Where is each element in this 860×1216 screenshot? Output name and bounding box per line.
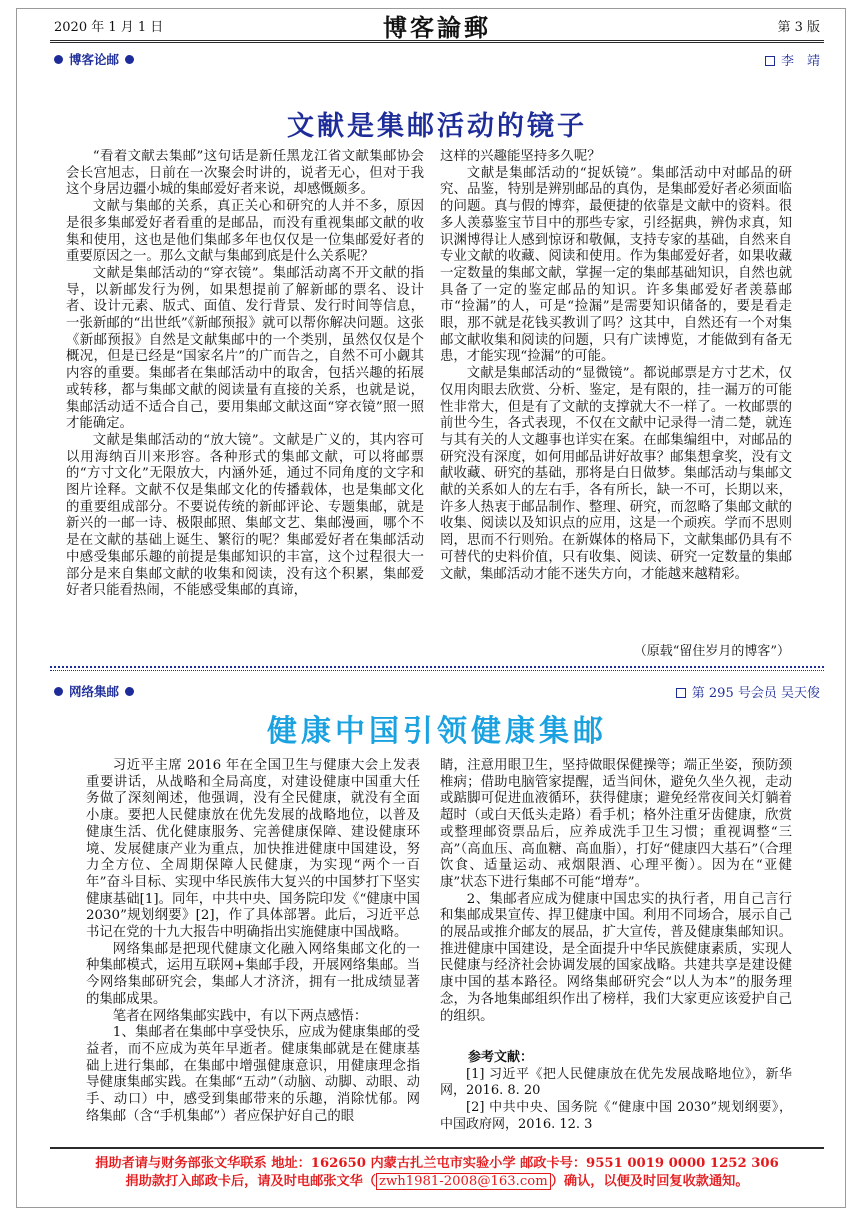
footer-rule	[50, 1147, 824, 1149]
bullet-dot-icon	[54, 687, 63, 696]
article2-left-column	[86, 758, 420, 1168]
bullet-dot-icon	[125, 55, 134, 64]
paragraph: “看着文献去集邮”这句话是新任黑龙江省文献集邮协会会长宫旭志，日前在一次聚会时讲的，说者无心，但对于我这个身居边疆小城的集邮爱好者来说，却感慨颇多。	[66, 149, 424, 198]
paragraph: 1、集邮者在集邮中享受快乐，应成为健康集邮的受益者，而不应成为英年早逝者。健康集邮就是在健康基础上进行集邮，在集邮中增强健康意识，用健康理念指导健康集邮实践。在集邮“五动”（动脑、动脚、动眼、动手、动口）中，感受到集邮带来的乐趣，消除忧郁。网络集邮（含“手机集邮”）者应保护好自己的眼	[86, 1025, 420, 1124]
section1-author: 李 靖	[765, 50, 820, 69]
footer-email[interactable]: zwh1981-2008@163.com	[376, 1173, 551, 1190]
square-icon	[765, 56, 775, 66]
article1-right-column	[440, 149, 792, 639]
paragraph: 文献与集邮的关系，真正关心和研究的人并不多，原因是很多集邮爱好者看重的是邮品，而没有重视集邮文献的收集和使用，这也是他们集邮多年也仅仅是一位集邮爱好者的重要原因之一。那么文献与集邮到底是什么关系呢？	[66, 199, 424, 265]
paragraph: 习近平主席 2016 年在全国卫生与健康大会上发表重要讲话，从战略和全局高度，对建设健康中国重大任务做了深刻阐述，他强调，没有全民健康，就没有全面小康。要把人民健康放在优先发展的战略地位，以普及健康生活、优化健康服务、完善健康保障、建设健康环境、发展健康产业为重点，加快推进健康中国建设，努力全方位、全周期保障人民健康，为实现“两个一百年”奋斗目标、实现中华民族伟大复兴的中国梦打下坚实健康基础[1]。同年，中共中央、国务院印发《“健康中国 2030”规划纲要》[2]，作了具体部署。此后，习近平总书记在党的十九大报告中明确指出实施健康中国战略。	[86, 758, 420, 941]
bullet-dot-icon	[125, 687, 134, 696]
paragraph: 文献是集邮活动的“穿衣镜”。集邮活动离不开文献的指导，以新邮发行为例，如果想提前了解新邮的票名、设计者、设计元素、版式、面值、发行背景、发行时间等信息，一张新邮的“出世纸”《新邮预报》就可以帮你解决问题。这张《新邮预报》自然是文献集邮中的一个类别，虽然仅仅是个概况，但是已经是“国家名片”的广而告之，自然不可小觑其内容的重要。集邮者在集邮活动中的取舍，包括兴趣的拓展或转移，都与集邮文献的阅读量有直接的关系，也就是说，集邮活动适不适合自己，要用集邮文献这面“穿衣镜”照一照才能确定。	[66, 265, 424, 432]
article1-left-column	[66, 149, 424, 665]
reference-item: [1] 习近平《把人民健康放在优先发展战略地位》，新华网，2016. 8. 20	[440, 1066, 792, 1099]
paragraph: 睛，注意用眼卫生，坚持做眼保健操等；端正坐姿，预防颈椎病；借助电脑管家提醒，适当间休，避免久坐久视，走动或踮脚可促进血液循环，获得健康；避免经常夜间关灯躺着超时（或白天低头走路）看手机；格外注重牙齿健康，欣赏或整理邮资票品后，应养成洗手卫生习惯；重视调整“三高”（高血压、高血糖、高血脂），打好“健康四大基石”（合理饮食、适量运动、戒烟限酒、心理平衡）。因为在“亚健康”状态下进行集邮不可能“增寿”。	[440, 758, 792, 890]
paragraph: 2、集邮者应成为健康中国忠实的执行者，用自己言行和集邮成果宣传、捍卫健康中国。利用不同场合，展示自己的展品或推介邮友的展品，扩大宣传，普及健康集邮知识。推进健康中国建设，是全面提升中华民族健康素质，实现人民健康与经济社会协调发展的国家战略。共建共享是建设健康中国的基本路径。网络集邮研究会“以人为本”的服务理念，为各地集邮组织作出了榜样，我们大家更应该爱护自己的组织。	[440, 891, 792, 1024]
masthead-title: 博客論郵	[383, 13, 491, 42]
page-header	[50, 8, 824, 40]
header-page-number: 第 3 版	[777, 20, 820, 35]
footer-donation-info: 捐助者请与财务部张文华联系 地址：162650 内蒙古扎兰屯市实验小学 邮政卡号：9551 0019 0000 1252 306	[95, 1156, 779, 1171]
paragraph: 文献是集邮活动的“显微镜”。都说邮票是方寸艺术，仅仅用肉眼去欣赏、分析、鉴定，是有限的，挂一漏万的可能性非常大，但是有了文献的支撑就大不一样了。一枚邮票的前世今生，各式表现，不仅在文献中记录得一清二楚，就连与其有关的人文趣事也详实在案。在邮集编组中，对邮品的研究没有深度，如何用邮品讲好故事？邮集想拿奖，没有文献收藏、研究的基础，那将是白日做梦。集邮活动与集邮文献的关系如人的左右手，各有所长，缺一不可，长期以来，许多人热衷于邮品制作、整理、研究，而忽略了集邮文献的收集、阅读以及知识点的应用，这是一个顽疾。学而不思则罔，思而不行则殆。在新媒体的格局下，文献集邮仍具有不可替代的史料价值，只有收集、阅读、研究一定数量的集邮文献，集邮活动才能不迷失方向，才能越来越精彩。	[440, 366, 792, 582]
section2-tag: 网络集邮	[54, 682, 134, 700]
header-date: 2020 年 1 月 1 日	[54, 20, 164, 35]
section1-tag: 博客论邮	[54, 50, 134, 68]
paragraph: 这样的兴趣能坚持多久呢？	[440, 149, 601, 164]
paragraph: 笔者在网络集邮实践中，有以下两点感悟：	[112, 1008, 368, 1024]
references-heading: 参考文献：	[468, 1050, 534, 1065]
paragraph: 文献是集邮活动的“放大镜”。文献是广义的，其内容可以用海纳百川来形容。各种形式的集邮文献，可以将邮票的“方寸文化”无限放大，内涵外延，通过不同角度的文字和图片诠释。文献不仅是集邮文化的传播载体，也是集邮文化的重要组成部分。不要说传统的新邮评论、专题集邮，就是新兴的一邮一诗、极限邮照、集邮文艺、集邮漫画，哪个不是在文献的基础上诞生、繁衍的呢？集邮爱好者在集邮活动中感受集邮乐趣的前提是集邮知识的丰富，这个过程很大一部分是来自集邮文献的收集和阅读，没有这个积累，集邮爱好者只能看热闹，不能感受集邮的真谛，	[66, 432, 424, 599]
paragraph: 文献是集邮活动的“捉妖镜”。集邮活动中对邮品的研究、品鉴，特别是辨别邮品的真伪，是集邮爱好者必须面临的问题。真与假的博弈，最便捷的依靠是文献中的资料。很多人羡慕鉴宝节目中的那些专家，引经据典，辨伪求真，知识渊博得让人感到惊讶和敬佩，支持专家的基础，自然来自专业文献的收藏、阅读和使用。作为集邮爱好者，如果收藏一定数量的集邮文献，掌握一定的集邮基础知识，自然也就具备了一定的鉴定邮品的知识。许多集邮爱好者羡慕邮市“捡漏”的人，可是“捡漏”是需要知识储备的，要是看走眼，那不就是花钱买教训了吗？这其中，自然还有一个对集邮文献收集和阅读的问题，只有广读博览，才能做到有备无患，才能实现“捡漏”的可能。	[440, 165, 792, 365]
bullet-dot-icon	[54, 55, 63, 64]
footer-confirm-note: 捐助款打入邮政卡后，请及时电邮张文华（ zwh1981-2008@163.com ）确认，以便及时回复收款通知。	[125, 1174, 749, 1189]
square-icon	[676, 688, 686, 698]
section1-bar	[50, 48, 824, 68]
references	[440, 1050, 792, 1134]
article2-right-column	[440, 758, 792, 1038]
section-divider	[50, 670, 824, 671]
article1-title: 文献是集邮活动的镜子	[287, 111, 587, 142]
header-rule	[50, 40, 824, 43]
section-divider	[50, 666, 824, 668]
section2-author: 第 295 号会员 吴天俊	[676, 682, 820, 701]
section2-bar	[50, 680, 824, 700]
reference-item: [2] 中共中央、国务院《“健康中国 2030”规划纲要》，中国政府网，2016. 12. 3	[440, 1100, 792, 1132]
paragraph: 网络集邮是把现代健康文化融入网络集邮文化的一种集邮模式，运用互联网+集邮手段，开展网络集邮。当今网络集邮研究会，集邮人才济济，拥有一批成绩显著的集邮成果。	[86, 941, 420, 1007]
article1-source: （原载“留住岁月的博客”）	[633, 644, 790, 659]
article2-title: 健康中国引领健康集邮	[267, 714, 607, 749]
